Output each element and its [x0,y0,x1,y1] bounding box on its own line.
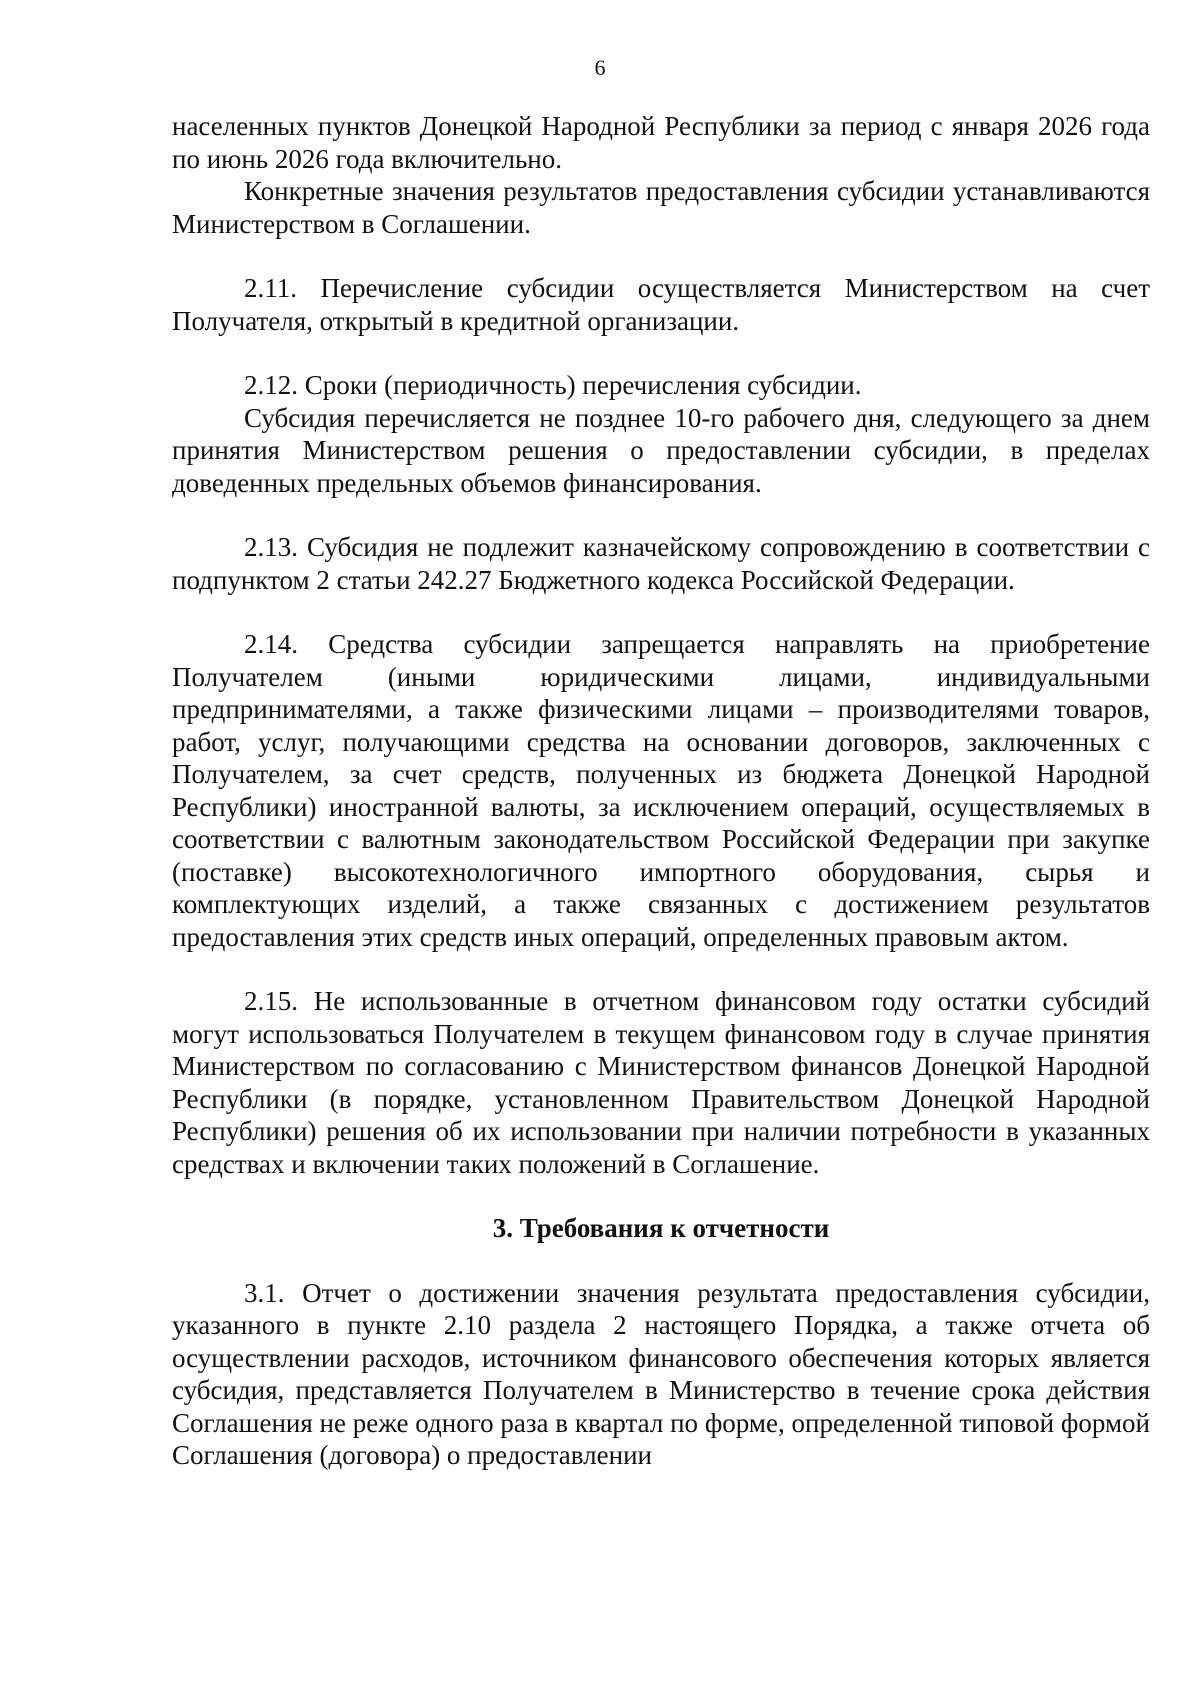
paragraph-2-12-title: 2.12. Сроки (периодичность) перечисления субсидии. [244,370,862,400]
paragraph-gap [172,596,1150,628]
paragraph-gap [172,1180,1150,1212]
paragraph-2-14: 2.14. Средства субсидии запрещается направлять на приобретение Получателем (иными юридическими лицами, индивидуальными предпринимателями, а также физическими лицами – производителями товаров, работ, услуг, получающими средства на основании договоров, заключенных с Получателем, за счет средств, полученных из бюджета Донецкой Народной Республики) иностранной валюты, за исключением операций, осуществляемых в соответствии с валютным законодательством Российской Федерации при закупке (поставке) высокотехнологичного импортного оборудования, сырья и комплектующих изделий, а также связанных с достижением результатов предоставления этих средств иных операций, определенных правовым актом. [172,629,1150,952]
paragraph-2-13: 2.13. Субсидия не подлежит казначейскому сопровождению в соответствии с подпунктом 2 статьи 242.27 Бюджетного кодекса Российской Федерации. [172,532,1150,595]
paragraph-2-11: 2.11. Перечисление субсидии осуществляется Министерством на счет Получателя, открытый в кредитной организации. [172,273,1150,336]
paragraph-3-1: 3.1. Отчет о достижении значения результата предоставления субсидии, указанного в пункте 2.10 раздела 2 настоящего Порядка, а также отчета об осуществлении расходов, источником финансового обеспечения которых является субсидия, представляется Получателем в Министерство в течение срока действия Соглашения не реже одного раза в квартал по форме, определенной типовой формой Соглашения (договора) о предоставлении [172,1277,1150,1470]
paragraph-2-15: 2.15. Не использованные в отчетном финансовом году остатки субсидий могут использоваться Получателем в текущем финансовом году в случае принятия Министерством по согласованию с Министерством финансов Донецкой Народной Республики (в порядке, установленном Правительством Донецкой Народной Республики) решения об их использовании при наличии потребности в указанных средствах и включении таких положений в Соглашение. [172,986,1150,1179]
paragraph-result-values: Конкретные значения результатов предоставления субсидии устанавливаются Министерством в Соглашении. [172,176,1150,239]
paragraph-continuation: населенных пунктов Донецкой Народной Республики за период с января 2026 года по июнь 2026 года включительно. [172,111,1150,174]
paragraph-gap [172,499,1150,531]
paragraph-gap [172,1245,1150,1277]
paragraph-gap [172,953,1150,985]
page-number: 6 [594,55,606,80]
section-3-heading: 3. Требования к отчетности [492,1213,830,1243]
paragraph-gap [172,337,1150,369]
paragraph-2-12-body: Субсидия перечисляется не позднее 10-го рабочего дня, следующего за днем принятия Министерством решения о предоставлении субсидии, в пределах доведенных предельных объемов финансирования. [172,402,1150,498]
paragraph-gap [172,240,1150,272]
document-body [172,110,1150,1472]
